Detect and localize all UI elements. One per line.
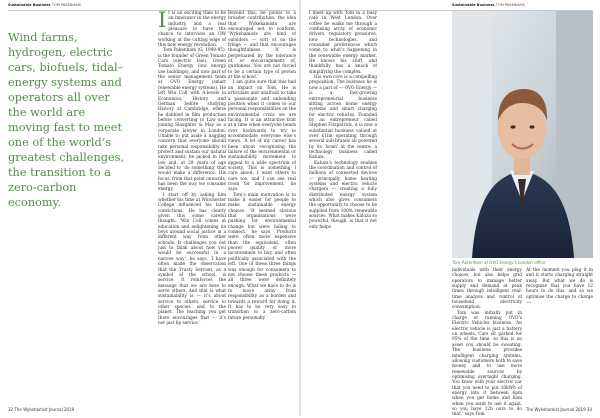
body-paragraph: Beyond this, he points to a broader contribution, the idea that Wykehamists are encouraged not to conform. ‘Wykehamists are kind of outsiders — sort of on the fringe — and that encourages thoughtfulness. It is perpetuated by the tolerance of, or encouragement of, quirkiness. You are not forced to be a certain type of person at the school.’ — [228, 11, 296, 81]
body-paragraph: individuals with their energy choices, but also helps grid operators to manage better supply and demand at peak times through intelligent real-time analysis and control of household electricity consumption. — [452, 268, 522, 311]
body-paragraph: Kaluza’s technology enables the coordination and control of millions of connected devices — principally home heating systems and electric vehicle chargers — creating a fully distributed energy system which also gives consumers the opportunity to choose to be supplied from 100% renewable sources. What makes Kaluza so powerful, though, is that it not only helps — [309, 160, 377, 230]
portrait-photo — [452, 11, 593, 258]
body-paragraph: Tom Pakenham (G, 1990-95), is the founder of Green Tomato Cars (electric taxi), Green Tomato Energy (low energy use buildings), and now part of the senior management team at OVO Energy (smart renewable energy systems). He left Win Coll with A-levels in Economics, History and German before studying History at Cambridge, where he dabbled in film production before converting to Law and joining Slaughter & May as a corporate lawyer in London. Unable to put aside a nagging concern that everyone should take personal responsibility to protect and sustain our natural environment, he jacked in the law and, at 29 years of age decided to ‘do something’ that would make a difference. His focus, from that point onwards, has been the way we consume energy. — [158, 48, 226, 193]
subject-label: TOM PAKENHAM — [495, 3, 525, 7]
body-paragraph: His own core is a compelling proposition. The business he is now a part of — OVO Energy — is a fast-growing entrepreneurial business sitting across home energy systems and smart charging for electric vehicles. Founded by an entrepreneur called Stephen Fitzpatrick, it is now a substantial business valued at over £1bn operating through several sub-brands all powered by its ‘brain’ at the centre, a technology business called Kaluza. — [309, 75, 377, 161]
body-paragraph: It is an exciting time to be an innovator in the energy industry, and a real pleasure to have the chance to interview an OW working at the cutting edge of this new energy revolution. — [158, 8, 226, 49]
page-number-left: 32 The Wykehamist Journal 2019 — [8, 407, 75, 412]
right-page — [301, 0, 600, 416]
body-paragraph: Tom was initially put in charge of running OVO’s Electric Vehicles business. ‘An electric vehicle is just a battery on wheels. Cars sit parked for 95% of the time, so this is an asset you should be sweating. The business provides intelligent charging systems, allowing customers both to save money and to use more renewable sources by optimising overnight charging. You know with your electric car that you need to put 10kWh of energy into it between 6pm when you get home and 6am when you want to use it again, so you have 12h ours to do that,’ says Tom. — [452, 310, 522, 418]
body-paragraph: At the moment you plug it in and it starts charging straight away. But what we do is recognise that you have 12 hours to do this, and so we optimise the charge to charge → — [526, 268, 593, 307]
body-paragraph: I am quite sure that this had an impact on Tom. He is articulate and unafraid to take a passionate and unbending position when it comes to our personal responsibilities on the environmental crisis we are facing. It is an attractive trait at a time when everyone bends over backwards to try to accommodate everyone else’s views. ‘A lot of my career has been about recognising the failure of the environmental or sustainability movement to appeal to a wide spectrum of society. This is something I care about, I want others to care too, and I can see real room for improvement,’ he says. — [228, 80, 296, 193]
drop-cap: I — [158, 8, 167, 32]
body-column-1 — [158, 8, 226, 326]
left-page — [0, 0, 299, 416]
running-head-right — [452, 3, 525, 7]
photo-caption: Tom Pakenham at OVO Energy’s London office — [452, 260, 546, 265]
running-head-left — [8, 3, 81, 7]
section-label: Sustainable Business — [452, 3, 495, 7]
portrait-image — [452, 11, 593, 258]
continue-arrow-icon: → — [526, 299, 532, 307]
page-number-right: The Wykehamist Journal 2019 33 — [525, 407, 592, 412]
pull-quote: Wind farms, hydrogen, electric cars, biofuels, tidal–energy systems and operators all over the world are moving fast to meet one of the world’s greatest challenges, the transition to a zero-carbon economy. — [8, 31, 125, 209]
body-paragraph: I meet up with Tom in a busy café in West London. Over coffee he walks me through a confusing array of economic drivers, regulatory pressures, new technologies, and consumer preferences which come to what’s happening in the renewable energy market. He knows his stuff, and thankfully has a knack of simplifying the complex. — [309, 11, 377, 75]
body-column-3 — [309, 11, 377, 230]
body-paragraph: Tom’s main motivation is to make it easier for people to make sustainable energy choices. ‘It seemed obvious that organisations were pushing for environmental change but were failing to connect,’ he says. ‘Products were often more expensive than the equivalent, often poorer quality or more inconvenient to buy, and often politically associated with the left. One of these three things was enough for consumers to not choose these products — all three were definitely enough. What we have to do is to move away from responsibility as a burden and towards a reward for doing it. It has to be very easy to transition to a zero-carbon future personally.’ — [228, 192, 296, 321]
body-column-2 — [228, 11, 296, 321]
section-label: Sustainable Business — [8, 3, 51, 7]
body-column-5 — [452, 268, 522, 418]
body-paragraph: I start off by asking him whether his time at Winchester College influenced his later convictions. He has clearly given this some careful thought. ‘Win Coll comes at education and enlightening its boys around social justice in a different way from other schools. It challenges you not just to think about how you would be successful in a narrow way’, he says. ‘I have often made the observation that the Trusty Servant, as a symbol of the school, is service. It reinforces the message that we are here to serve others. And that is what sustainability is — it’s about service to others, service to other species, and to the planet. The teaching you get there encourages that — it’s not just lip service.’ — [158, 192, 226, 326]
body-column-6 — [526, 268, 593, 306]
subject-label: TOM PAKENHAM — [51, 3, 81, 7]
